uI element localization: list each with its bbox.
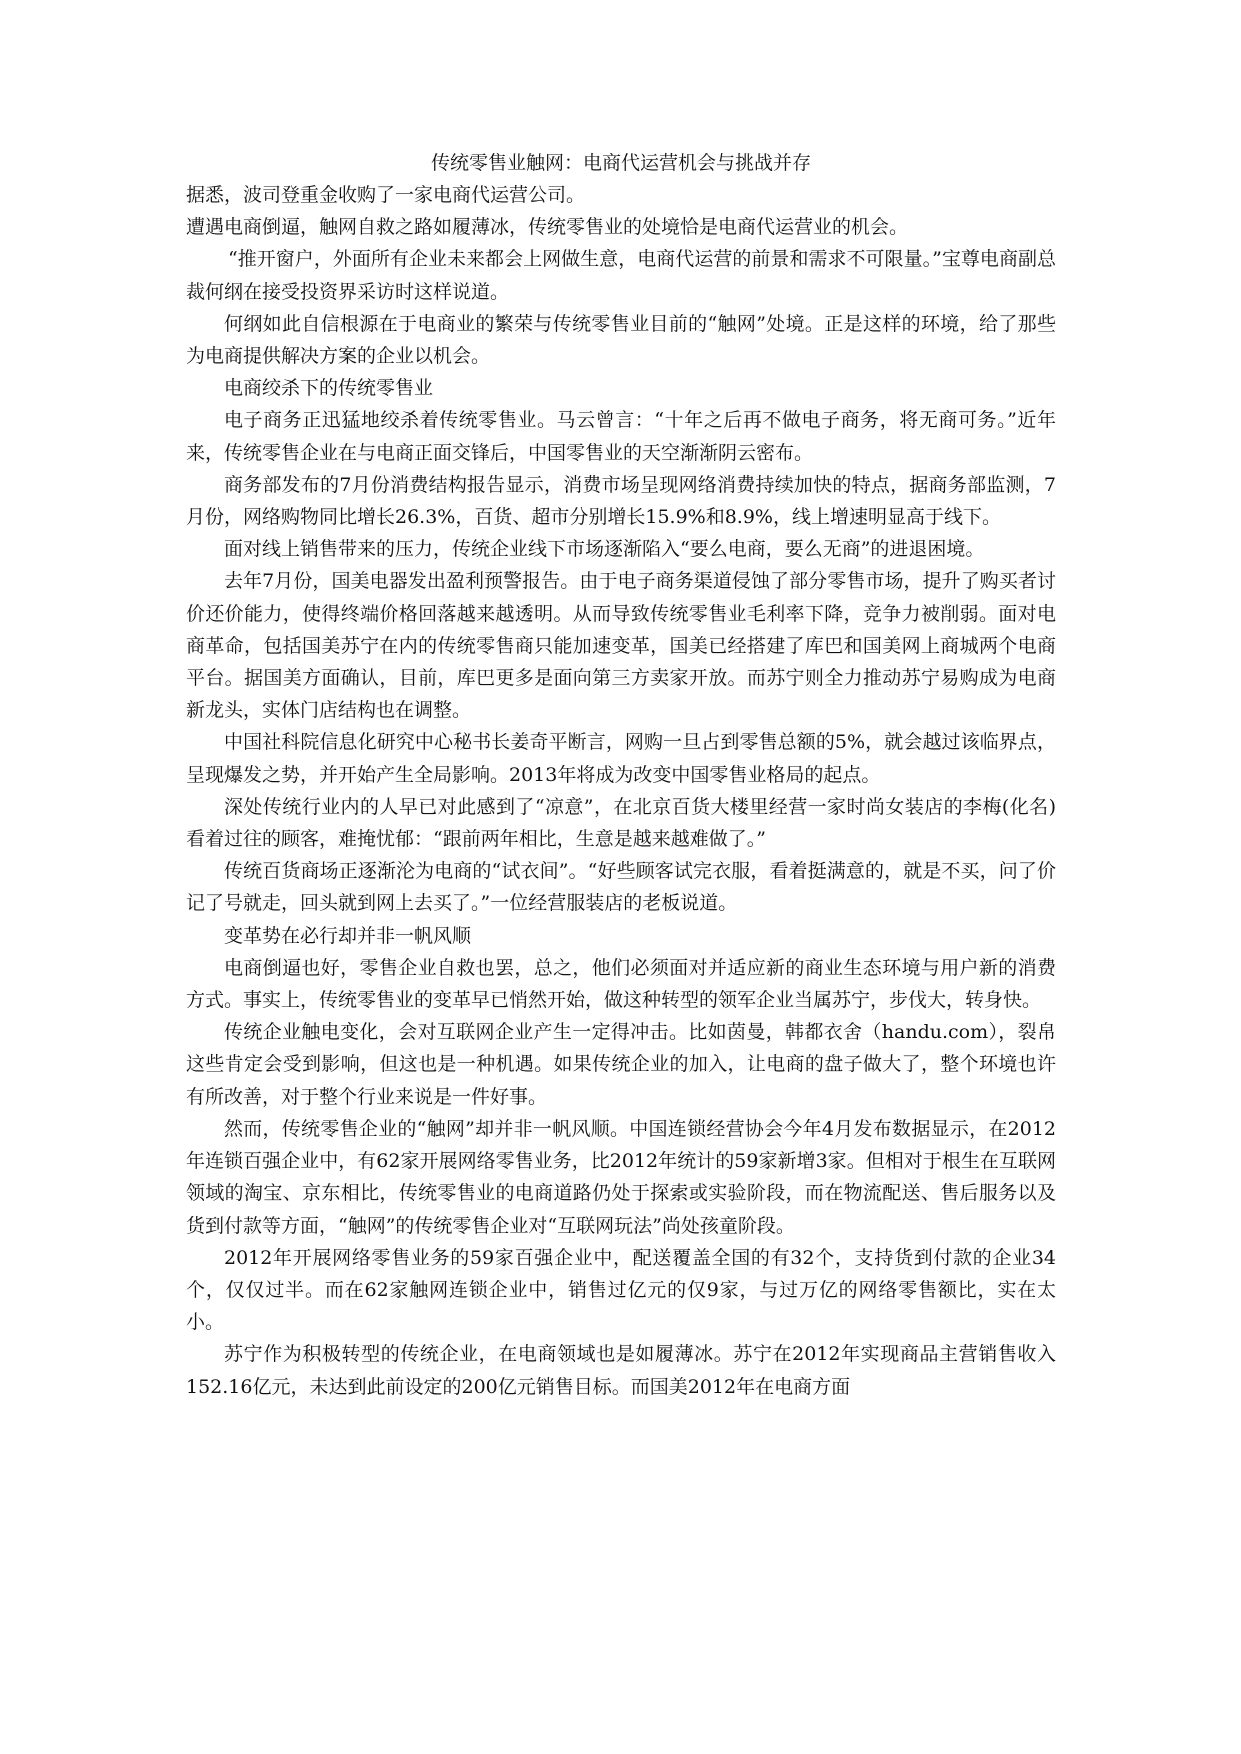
- paragraph: 遭遇电商倒逼，触网自救之路如履薄冰，传统零售业的处境恰是电商代运营业的机会。: [186, 216, 909, 239]
- paragraph: 中国社科院信息化研究中心秘书长姜奇平断言，网购一旦占到零售总额的5%，就会越过该临界点，呈现爆发之势，并开始产生全局影响。2013年将成为改变中国零售业格局的起点。: [186, 731, 1056, 786]
- paragraph: 苏宁作为积极转型的传统企业，在电商领域也是如履薄冰。苏宁在2012年实现商品主营销售收入152.16亿元，未达到此前设定的200亿元销售目标。而国美2012年在电商方面: [186, 1343, 1056, 1398]
- paragraph: 深处传统行业内的人早已对此感到了“凉意”，在北京百货大楼里经营一家时尚女装店的李梅(化名)看着过往的顾客，难掩忧郁：“跟前两年相比，生意是越来越难做了。”: [186, 795, 1056, 851]
- paragraph: 然而，传统零售企业的“触网”却并非一帆风顺。中国连锁经营协会今年4月发布数据显示，在2012年连锁百强企业中，有62家开展网络零售业务，比2012年统计的59家新增3家。但相对于根生在互联网领域的淘宝、京东相比，传统零售业的电商道路仍处于探索或实验阶段，而在物流配送、售后服务以及货到付款等方面，“触网”的传统零售企业对“互联网玩法”尚处孩童阶段。: [186, 1117, 1056, 1237]
- paragraph: 商务部发布的7月份消费结构报告显示，消费市场呈现网络消费持续加快的特点，据商务部监测，7月份，网络购物同比增长26.3%，百货、超市分别增长15.9%和8.9%，线上增速明显高于线下。: [186, 473, 1056, 529]
- paragraph: 面对线上销售带来的压力，传统企业线下市场逐渐陷入“要么电商，要么无商”的进退困境。: [224, 538, 985, 561]
- paragraph: 2012年开展网络零售业务的59家百强企业中，配送覆盖全国的有32个，支持货到付款的企业34个，仅仅过半。而在62家触网连锁企业中，销售过亿元的仅9家，与过万亿的网络零售额比，实在太小。: [186, 1246, 1056, 1334]
- paragraph: 传统企业触电变化，会对互联网企业产生一定得冲击。比如茵曼，韩都衣舍（handu.com），裂帛这些肯定会受到影响，但这也是一种机遇。如果传统企业的加入，让电商的盘子做大了，整个环境也许有所改善，对于整个行业来说是一件好事。: [186, 1021, 1056, 1108]
- paragraph: 何纲如此自信根源在于电商业的繁荣与传统零售业目前的“触网”处境。正是这样的环境，给了那些为电商提供解决方案的企业以机会。: [186, 312, 1056, 368]
- paragraph: 据悉，波司登重金收购了一家电商代运营公司。: [186, 184, 586, 206]
- document-body: [186, 147, 1056, 1403]
- paragraph: 去年7月份，国美电器发出盈利预警报告。由于电子商务渠道侵蚀了部分零售市场，提升了购买者讨价还价能力，使得终端价格回落越来越透明。从而导致传统零售业毛利率下降，竞争力被削弱。面对电商革命，包括国美苏宁在内的传统零售商只能加速变革，国美已经搭建了库巴和国美网上商城两个电商平台。据国美方面确认，目前，库巴更多是面向第三方卖家开放。而苏宁则全力推动苏宁易购成为电商新龙头，实体门店结构也在调整。: [186, 570, 1056, 722]
- paragraph: “推开窗户，外面所有企业未来都会上网做生意，电商代运营的前景和需求不可限量。”宝尊电商副总裁何纲在接受投资界采访时这样说道。: [186, 248, 1056, 303]
- document-title: 传统零售业触网：电商代运营机会与挑战并存: [430, 152, 811, 174]
- section-heading: 变革势在必行却并非一帆风顺: [224, 924, 472, 947]
- paragraph: 电商倒逼也好，零售企业自救也罢，总之，他们必须面对并适应新的商业生态环境与用户新的消费方式。事实上，传统零售业的变革早已悄然开始，做这种转型的领军企业当属苏宁，步伐大，转身快。: [186, 956, 1056, 1012]
- section-heading: 电商绞杀下的传统零售业: [224, 377, 434, 400]
- paragraph: 电子商务正迅猛地绞杀着传统零售业。马云曾言：“十年之后再不做电子商务，将无商可务。”近年来，传统零售企业在与电商正面交锋后，中国零售业的天空渐渐阴云密布。: [186, 409, 1056, 464]
- paragraph: 传统百货商场正逐渐沦为电商的“试衣间”。“好些顾客试完衣服，看着挺满意的，就是不买，问了价记了号就走，回头就到网上去买了。”一位经营服装店的老板说道。: [186, 860, 1056, 915]
